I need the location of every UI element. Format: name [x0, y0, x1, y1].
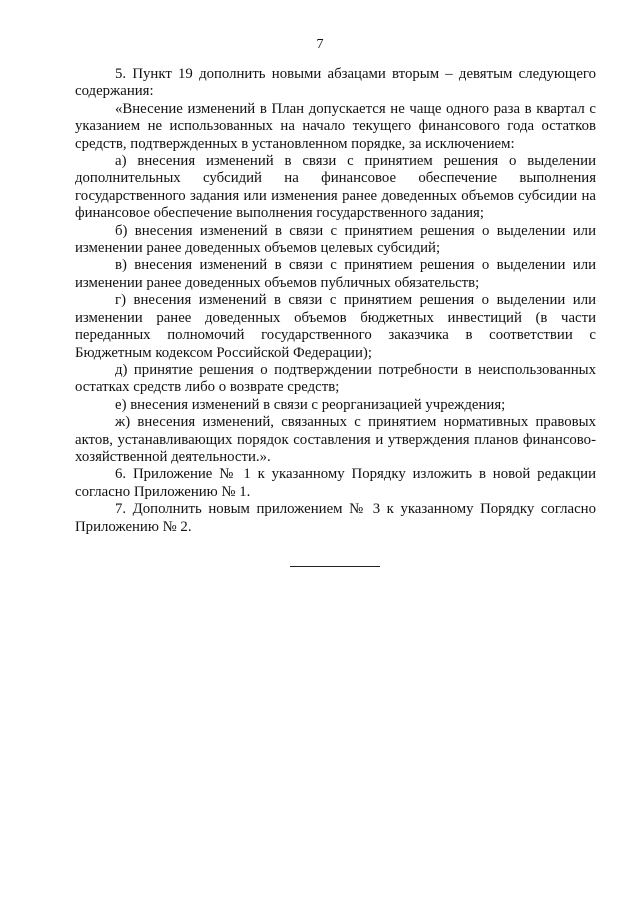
- paragraph-item-zh: ж) внесения изменений, связанных с принятием нормативных правовых актов, устанавливающих порядок составления и утверждения планов финансово-хозяйственной деятельности.».: [75, 414, 596, 465]
- paragraph-item-6: 6. Приложение № 1 к указанному Порядку изложить в новой редакции согласно Приложению № 1.: [75, 466, 596, 500]
- paragraph-item-d: д) принятие решения о подтверждении потребности в неиспользованных остатках средств либо о возврате средств;: [75, 361, 596, 396]
- paragraph-item-7: 7. Дополнить новым приложением № 3 к указанному Порядку согласно Приложению № 2.: [75, 501, 596, 535]
- paragraph-item-e: е) внесения изменений в связи с реорганизацией учреждения;: [115, 396, 506, 413]
- page-number: 7: [316, 37, 324, 52]
- paragraph-item-g: г) внесения изменений в связи с принятием решения о выделении или изменении ранее доведенных объемов бюджетных инвестиций (в части переданных полномочий государственного заказчика в соответствии с Бюджетным кодексом Российской Федерации);: [75, 292, 596, 361]
- paragraph-item-b: б) внесения изменений в связи с принятием решения о выделении или изменении ранее доведенных объемов целевых субсидий;: [75, 222, 596, 257]
- paragraph-item-v: в) внесения изменений в связи с принятием решения о выделении или изменении ранее доведенных объемов публичных обязательств;: [75, 257, 596, 291]
- paragraph-item-5: 5. Пункт 19 дополнить новыми абзацами вторым – девятым следующего содержания:: [75, 66, 596, 100]
- paragraph-quote-intro: «Внесение изменений в План допускается не чаще одного раза в квартал с указанием не использованных на начало текущего финансового года остатков средств, подтвержденных в установленном порядке, за исключением:: [75, 100, 596, 152]
- document-body: [75, 66, 596, 536]
- paragraph-item-a: а) внесения изменений в связи с принятием решения о выделении дополнительных субсидий на финансовое обеспечение выполнения государственного задания или изменения ранее доведенных объемов субсидии на финансовое обеспечение выполнения государственного задания;: [75, 153, 596, 222]
- end-of-text-rule: [290, 566, 380, 567]
